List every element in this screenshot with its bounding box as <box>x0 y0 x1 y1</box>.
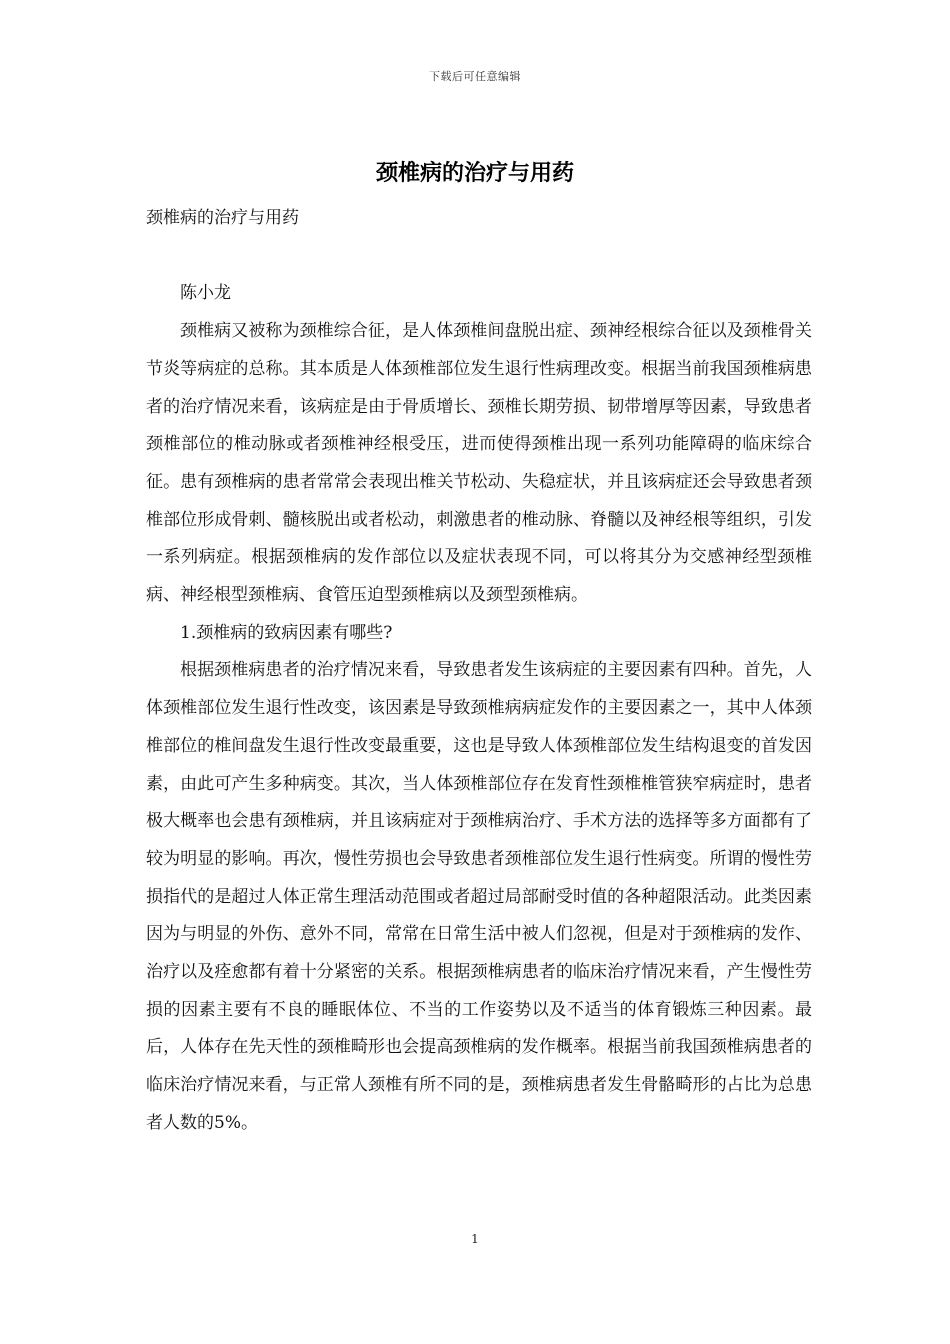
document-title: 颈椎病的治疗与用药 <box>375 160 574 186</box>
document-subtitle: 颈椎病的治疗与用药 <box>146 208 299 228</box>
blank-line <box>146 238 812 276</box>
document-body <box>146 200 812 1143</box>
page-number: 1 <box>471 1232 479 1246</box>
paragraph-causes: 根据颈椎病患者的治疗情况来看，导致患者发生该病症的主要因素有四种。首先，人体颈椎部位发生退行性改变，该因素是导致颈椎病病症发作的主要因素之一，其中人体颈椎部位的椎间盘发生退行性改变最重要，这也是导致人体颈椎部位发生结构退变的首发因素，由此可产生多种病变。其次，当人体颈椎部位存在发育性颈椎椎管狭窄病症时，患者极大概率也会患有颈椎病，并且该病症对于颈椎病治疗、手术方法的选择等多方面都有了较为明显的影响。再次，慢性劳损也会导致患者颈椎部位发生退行性病变。所谓的慢性劳损指代的是超过人体正常生理活动范围或者超过局部耐受时值的各种超限活动。此类因素因为与明显的外伤、意外不同，常常在日常生活中被人们忽视，但是对于颈椎病的发作、治疗以及痊愈都有着十分紧密的关系。根据颈椎病患者的临床治疗情况来看，产生慢性劳损的因素主要有不良的睡眠体位、不当的工作姿势以及不适当的体育锻炼三种因素。最后，人体存在先天性的颈椎畸形也会提高颈椎病的发作概率。根据当前我国颈椎病患者的临床治疗情况来看，与正常人颈椎有所不同的是，颈椎病患者发生骨骼畸形的占比为总患者人数的5%。 <box>146 660 812 1133</box>
author-name: 陈小龙 <box>180 283 231 304</box>
header-note: 下载后可任意编辑 <box>429 70 521 83</box>
section-heading: 1.颈椎病的致病因素有哪些? <box>180 622 393 643</box>
paragraph-intro: 颈椎病又被称为颈椎综合征，是人体颈椎间盘脱出症、颈神经根综合征以及颈椎骨关节炎等病症的总称。其本质是人体颈椎部位发生退行性病理改变。根据当前我国颈椎病患者的治疗情况来看，该病症是由于骨质增长、颈椎长期劳损、韧带增厚等因素，导致患者颈椎部位的椎动脉或者颈椎神经根受压，进而使得颈椎出现一系列功能障碍的临床综合征。患有颈椎病的患者常常会表现出椎关节松动、失稳症状，并且该病症还会导致患者颈椎部位形成骨刺、髓核脱出或者松动，刺激患者的椎动脉、脊髓以及神经根等组织，引发一系列病症。根据颈椎病的发作部位以及症状表现不同，可以将其分为交感神经型颈椎病、神经根型颈椎病、食管压迫型颈椎病以及颈型颈椎病。 <box>146 321 812 606</box>
